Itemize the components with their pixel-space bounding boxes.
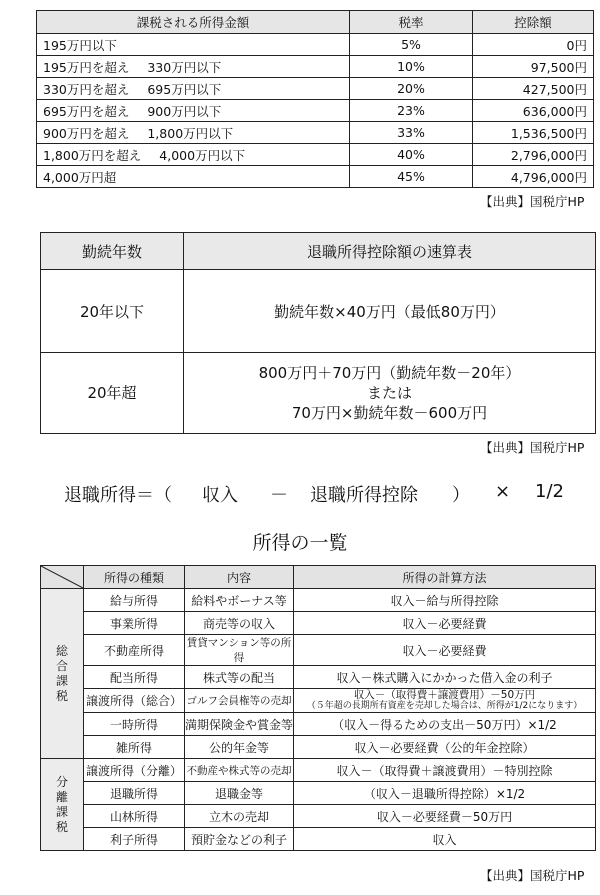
tax-deduction: 427,500円 — [473, 78, 594, 100]
income-content: 株式等の配当 — [185, 666, 294, 689]
income-type: 一時所得 — [84, 713, 185, 736]
income-type: 不動産所得 — [84, 635, 185, 666]
income-type: 事業所得 — [84, 612, 185, 635]
table-row — [37, 34, 594, 56]
income-type: 利子所得 — [84, 828, 185, 851]
income-content: 退職金等 — [185, 782, 294, 805]
income-type: 配当所得 — [84, 666, 185, 689]
tax-deduction: 636,000円 — [473, 100, 594, 122]
tax-income-range: 330万円を超え 695万円以下 — [37, 78, 350, 100]
income-method: （収入－得るための支出－50万円）×1/2 — [294, 713, 596, 736]
income-method: 収入－必要経費 — [294, 612, 596, 635]
tax-rate: 10% — [350, 56, 473, 78]
formula-half: 1/2 — [535, 481, 564, 502]
income-content: ゴルフ会員権等の売却 — [185, 689, 294, 713]
retirement-formula-line: 70万円×勤続年数－600万円 — [291, 404, 488, 422]
formula-minus: － — [270, 485, 288, 506]
table-row — [41, 612, 596, 635]
tax-rate: 40% — [350, 144, 473, 166]
income-content: 満期保険金や賞金等 — [185, 713, 294, 736]
income-header-method: 所得の計算方法 — [294, 566, 596, 589]
retirement-income-formula — [0, 481, 600, 509]
table-row — [37, 144, 594, 166]
income-list-source: 【出典】国税庁HP — [480, 868, 585, 883]
tax-rate: 23% — [350, 100, 473, 122]
tax-deduction: 0円 — [473, 34, 594, 56]
retirement-header-title: 退職所得控除額の速算表 — [184, 233, 596, 270]
income-method: 収入－（取得費＋譲渡費用）－特別控除 — [294, 759, 596, 782]
income-type: 退職所得 — [84, 782, 185, 805]
income-content: 立木の売却 — [185, 805, 294, 828]
table-row — [41, 828, 596, 851]
tax-table-source: 【出典】国税庁HP — [480, 194, 585, 209]
table-row — [37, 56, 594, 78]
income-method: 収入－株式購入にかかった借入金の利子 — [294, 666, 596, 689]
tax-income-range: 695万円を超え 900万円以下 — [37, 100, 350, 122]
income-method-note: （５年超の長期所有資産を売却した場合は、所得が1/2になります） — [306, 701, 583, 711]
diagonal-line — [41, 566, 83, 588]
tax-deduction: 97,500円 — [473, 56, 594, 78]
income-method: 収入－必要経費 — [294, 635, 596, 666]
income-method: 収入－必要経費－50万円 — [294, 805, 596, 828]
table-row — [41, 736, 596, 759]
income-method: 収入－給与所得控除 — [294, 589, 596, 612]
retirement-deduction-table — [40, 232, 596, 434]
retirement-formula-line: 800万円＋70万円（勤続年数－20年） — [258, 364, 521, 382]
income-content: 不動産や株式等の売却 — [185, 759, 294, 782]
formula-lhs: 退職所得＝（ — [64, 485, 172, 506]
retirement-years: 20年超 — [41, 353, 184, 434]
income-method: 収入 — [294, 828, 596, 851]
table-row — [41, 713, 596, 736]
retirement-formula: 勤続年数×40万円（最低80万円） — [184, 270, 596, 353]
income-content: 公的年金等 — [185, 736, 294, 759]
income-type: 譲渡所得（総合） — [84, 689, 185, 713]
tax-rate: 5% — [350, 34, 473, 56]
tax-deduction: 1,536,500円 — [473, 122, 594, 144]
tax-rate: 45% — [350, 166, 473, 188]
tax-income-range: 195万円以下 — [37, 34, 350, 56]
income-type: 山林所得 — [84, 805, 185, 828]
retirement-formula — [184, 353, 596, 434]
tax-income-range: 1,800万円を超え 4,000万円以下 — [37, 144, 350, 166]
table-row — [41, 666, 596, 689]
header-diagonal-cell — [41, 566, 84, 589]
table-row — [41, 759, 596, 782]
income-type: 雑所得 — [84, 736, 185, 759]
tax-rate: 20% — [350, 78, 473, 100]
retirement-header-years: 勤続年数 — [41, 233, 184, 270]
category-separate-taxation: 分離課税 — [41, 759, 84, 851]
tax-rate: 33% — [350, 122, 473, 144]
tax-income-range: 4,000万円超 — [37, 166, 350, 188]
income-method-main: 収入－（取得費＋譲渡費用）－50万円 — [353, 689, 536, 701]
table-row — [41, 353, 596, 434]
table-row — [37, 100, 594, 122]
table-row — [41, 635, 596, 666]
formula-close: ） — [452, 485, 470, 506]
formula-deduction: 退職所得控除 — [310, 485, 418, 506]
income-table-header-row — [41, 566, 596, 589]
formula-times: × — [495, 481, 511, 502]
income-type: 譲渡所得（分離） — [84, 759, 185, 782]
income-method: （収入－退職所得控除）×1/2 — [294, 782, 596, 805]
table-row — [41, 689, 596, 713]
tax-rate-table — [36, 10, 594, 188]
income-list-table — [40, 565, 596, 851]
tax-income-range: 195万円を超え 330万円以下 — [37, 56, 350, 78]
table-row — [37, 166, 594, 188]
income-method — [294, 689, 596, 713]
table-row — [37, 122, 594, 144]
income-type: 給与所得 — [84, 589, 185, 612]
tax-deduction: 4,796,000円 — [473, 166, 594, 188]
income-content: 給料やボーナス等 — [185, 589, 294, 612]
formula-income: 収入 — [202, 485, 238, 506]
category-general-taxation: 総合課税 — [41, 589, 84, 759]
income-header-type: 所得の種類 — [84, 566, 185, 589]
income-content: 預貯金などの利子 — [185, 828, 294, 851]
income-content: 賃貸マンション等の所得 — [185, 635, 294, 666]
table-row — [41, 805, 596, 828]
retirement-formula-line: または — [366, 384, 412, 402]
tax-header-income: 課税される所得金額 — [37, 11, 350, 34]
tax-deduction: 2,796,000円 — [473, 144, 594, 166]
table-row — [41, 782, 596, 805]
tax-header-deduction: 控除額 — [473, 11, 594, 34]
table-row — [37, 78, 594, 100]
table-row — [41, 589, 596, 612]
income-method: 収入－必要経費（公的年金控除） — [294, 736, 596, 759]
income-content: 商売等の収入 — [185, 612, 294, 635]
retirement-years: 20年以下 — [41, 270, 184, 353]
tax-income-range: 900万円を超え 1,800万円以下 — [37, 122, 350, 144]
income-header-content: 内容 — [185, 566, 294, 589]
tax-header-rate: 税率 — [350, 11, 473, 34]
retirement-table-source: 【出典】国税庁HP — [480, 440, 585, 455]
income-list-title: 所得の一覧 — [252, 532, 348, 554]
table-row — [41, 270, 596, 353]
retirement-table-header-row — [41, 233, 596, 270]
tax-table-header-row — [37, 11, 594, 34]
